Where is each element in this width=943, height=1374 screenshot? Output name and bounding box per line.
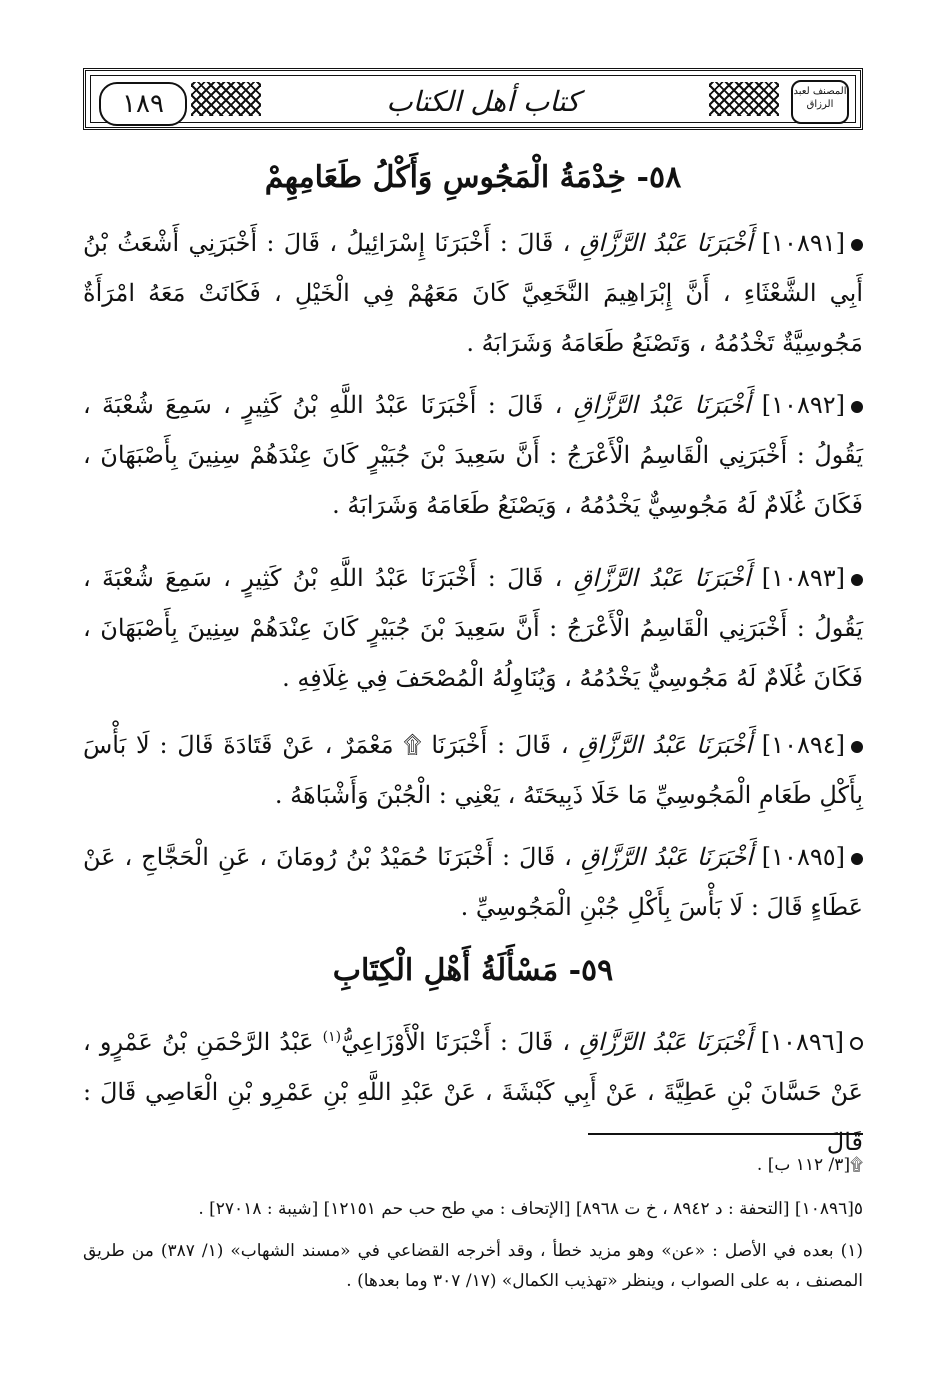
book-title: كتاب أهل الكتاب — [271, 82, 695, 122]
hadith-number: [١٠٨٩٢] — [761, 391, 845, 419]
footnote-divider — [588, 1133, 863, 1135]
narrator-phrase: أَخْبَرَنَا عَبْدُ الرَّزَّاقِ — [580, 843, 753, 871]
hadith-10895 — [83, 832, 863, 932]
bullet-icon — [851, 574, 863, 586]
footnote-folio: ۩[٣/ ١١٢ ب] . — [756, 1155, 863, 1175]
bullet-icon — [851, 853, 863, 865]
bullet-icon — [851, 741, 863, 753]
ornament-left — [191, 82, 261, 116]
narrator-phrase: أَخْبَرَنَا عَبْدُ الرَّزَّاقِ — [578, 731, 753, 759]
hadith-10896 — [83, 1012, 863, 1167]
hadith-10893 — [83, 553, 863, 703]
hadith-number: [١٠٨٩١] — [761, 229, 845, 257]
hadith-10892 — [83, 380, 863, 530]
narrator-phrase: أَخْبَرَنَا عَبْدُ الرَّزَّاقِ — [579, 229, 753, 257]
footnote-tahfa: ٥[١٠٨٩٦] [التحفة : د ٨٩٤٢ ، خ ت ٨٩٦٨] [الإتحاف : مي طح حب حم ١٢١٥١] [شيبة : ٢٧٠١٨] . — [198, 1199, 863, 1219]
hadith-number: [١٠٨٩٦] — [760, 1028, 844, 1056]
hadith-text: ، قَالَ : أَخْبَرَنَا الْأَوْزَاعِيُّ — [341, 1028, 571, 1056]
ornament-right — [709, 82, 779, 116]
section-heading-58: ٥٨- خِدْمَةُ الْمَجُوسِ وَأَكْلُ طَعَامِهِمْ — [264, 160, 682, 195]
hadith-text: ، قَالَ : أَخْبَرَنَا حُمَيْدُ بْنُ رُومَانَ ، عَنِ الْحَجَّاجِ ، عَنْ عَطَاءٍ قَالَ : لَا بَأْسَ بِأَكْلِ جُبْنِ الْمَجُوسِيِّ . — [83, 843, 863, 921]
hadith-number: [١٠٨٩٤] — [761, 731, 845, 759]
hadith-number: [١٠٨٩٣] — [761, 564, 845, 592]
narrator-phrase: أَخْبَرَنَا عَبْدُ الرَّزَّاقِ — [579, 1028, 752, 1056]
section-heading-59: ٥٩- مَسْأَلَةُ أَهْلِ الْكِتَابِ — [332, 953, 614, 988]
hadith-text: ، قَالَ : أَخْبَرَنَا إِسْرَائِيلُ ، قَالَ : أَخْبَرَنِي أَشْعَثُ بْنُ أَبِي الشَّعْثَاءِ ، أَنَّ إِبْرَاهِيمَ النَّخَعِيَّ كَانَ مَعَهُمْ فِي الْخَيْلِ ، فَكَانَتْ مَعَهُ امْرَأَةٌ مَجُوسِيَّةٌ تَخْدُمُهُ ، وَتَصْنَعُ طَعَامَهُ وَشَرَابَهُ . — [83, 229, 863, 357]
page-number: ١٨٩ — [99, 82, 187, 126]
hadith-text-continued: عَبْدُ الرَّحْمَنِ بْنُ عَمْرٍو ، عَنْ حَسَّانَ بْنِ عَطِيَّةَ ، عَنْ أَبِي كَبْشَةَ ، عَنْ عَبْدِ اللَّهِ بْنِ عَمْرِو بْنِ الْعَاصِي قَالَ : قَالَ — [83, 1028, 863, 1156]
hadith-text: ، قَالَ : أَخْبَرَنَا عَبْدُ اللَّهِ بْنُ كَثِيرٍ ، سَمِعَ شُعْبَةَ ، يَقُولُ : أَخْبَرَنِي الْقَاسِمُ الْأَعْرَجُ : أَنَّ سَعِيدَ بْنَ جُبَيْرٍ كَانَ عِنْدَهُمْ سِنِينَ بِأَصْبَهَانَ ، فَكَانَ غُلَامٌ لَهُ مَجُوسِيٌّ يَخْدُمُهُ ، وَيُنَاوِلُهُ الْمُصْحَفَ فِي غِلَافِهِ . — [83, 564, 863, 692]
bullet-icon — [851, 401, 863, 413]
circle-icon — [850, 1037, 863, 1050]
hadith-text: ، قَالَ : أَخْبَرَنَا ۩ مَعْمَرٌ ، عَنْ قَتَادَةَ قَالَ : لَا بَأْسَ بِأَكْلِ طَعَامِ الْمَجُوسِيِّ مَا خَلَا ذَبِيحَتَهُ ، يَعْنِي : الْجُبْنَ وَأَشْبَاهَهُ . — [83, 731, 863, 809]
hadith-text: ، قَالَ : أَخْبَرَنَا عَبْدُ اللَّهِ بْنُ كَثِيرٍ ، سَمِعَ شُعْبَةَ ، يَقُولُ : أَخْبَرَنِي الْقَاسِمُ الْأَعْرَجُ : أَنَّ سَعِيدَ بْنَ جُبَيْرٍ كَانَ عِنْدَهُمْ سِنِينَ بِأَصْبَهَانَ ، فَكَانَ غُلَامٌ لَهُ مَجُوسِيٌّ يَخْدُمُهُ ، وَيَصْنَعُ طَعَامَهُ وَشَرَابَهُ . — [83, 391, 863, 519]
publisher-logo: المصنف لعبد الرزاق — [791, 80, 849, 124]
narrator-phrase: أَخْبَرَنَا عَبْدُ الرَّزَّاقِ — [573, 564, 751, 592]
narrator-phrase: أَخْبَرَنَا عَبْدُ الرَّزَّاقِ — [573, 391, 751, 419]
hadith-number: [١٠٨٩٥] — [761, 843, 845, 871]
bullet-icon — [851, 239, 863, 251]
header-frame — [90, 75, 856, 123]
hadith-10891 — [83, 218, 863, 368]
page-header — [83, 68, 863, 130]
footnote-ref: (١) — [322, 1029, 342, 1045]
footnote-1: (١) بعده في الأصل : «عن» وهو مزيد خطأ ، وقد أخرجه القضاعي في «مسند الشهاب» (١/ ٣٨٧) من طريق المصنف ، به على الصواب ، وينظر «تهذيب الكمال» (١٧/ ٣٠٧ وما بعدها) . — [83, 1241, 863, 1291]
hadith-10894 — [83, 720, 863, 820]
